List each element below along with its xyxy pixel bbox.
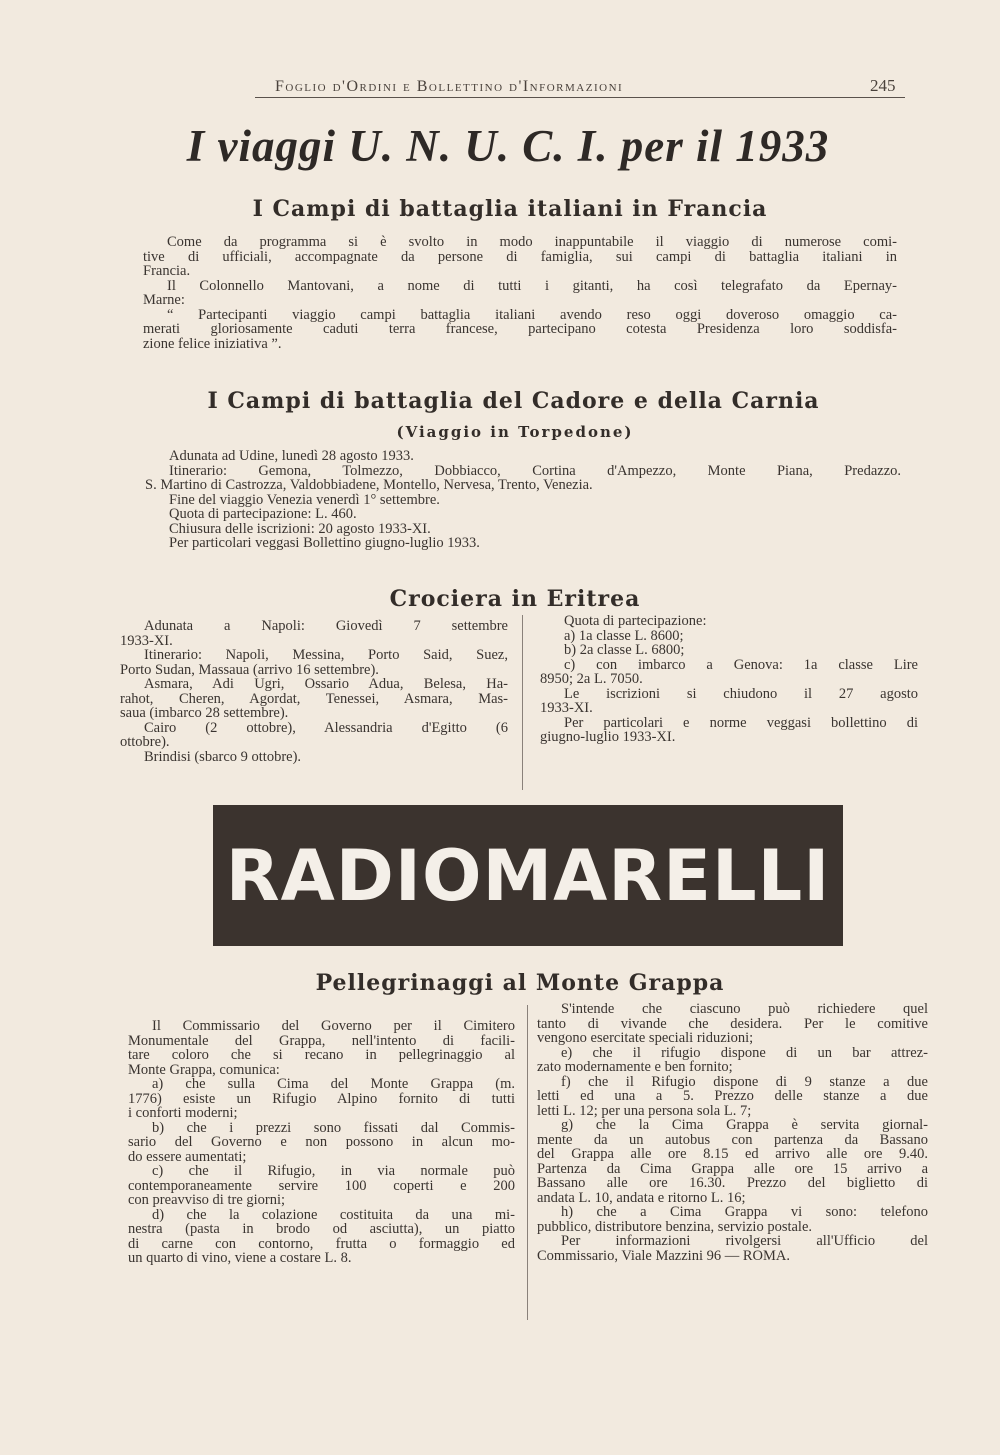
text-line: Per particolari e norme veggasi bollettino di xyxy=(564,714,918,731)
text-line: S'intende che ciascuno può richiedere quel xyxy=(561,1001,928,1017)
heading-grappa: Pellegrinaggi al Monte Grappa xyxy=(315,970,725,996)
text-line: Brindisi (sbarco 9 ottobre). xyxy=(144,748,302,765)
text-line: 8950; 2a L. 7050. xyxy=(540,671,643,687)
text-line: ottobre). xyxy=(120,734,170,750)
text-line: Monumentale del Grappa, nell'intento di facili- xyxy=(128,1032,515,1049)
text-line: merati gloriosamente caduti terra francese, partecipano cotesta Presidenza loro soddisfa- xyxy=(143,321,897,337)
cadore-body xyxy=(145,447,901,549)
column-divider xyxy=(527,1005,528,1320)
text-line: sario del Governo e non possono in alcun mo- xyxy=(128,1134,515,1150)
text-line: “ Partecipanti viaggio campi battaglia italiani avendo reso oggi doveroso omaggio ca- xyxy=(167,306,897,323)
text-line: zato modernamente e ben fornito; xyxy=(537,1059,733,1075)
subheading-cadore: (Viaggio in Torpedone) xyxy=(396,423,634,441)
text-line: S. Martino di Castrozza, Valdobbiadene, Montello, Nervesa, Trento, Venezia. xyxy=(145,477,593,493)
text-line: Cairo (2 ottobre), Alessandria d'Egitto (6 xyxy=(144,719,508,736)
text-line: del Grappa alle ore 8.15 ed arrivo alle ore 9.40. xyxy=(537,1146,928,1162)
text-line: a) che sulla Cima del Monte Grappa (m. xyxy=(152,1076,515,1092)
grappa-left-column xyxy=(128,1018,515,1265)
heading-eritrea: Crociera in Eritrea xyxy=(389,586,641,612)
text-line: c) che il Rifugio, in via normale può xyxy=(152,1163,515,1179)
text-line: Chiusura delle iscrizioni: 20 agosto 1933-XI. xyxy=(169,520,431,537)
text-line: Marne: xyxy=(143,292,185,308)
text-line: c) con imbarco a Genova: 1a classe Lire xyxy=(564,656,918,673)
text-line: andata L. 10, andata e ritorno L. 16; xyxy=(537,1189,746,1206)
text-line: contemporaneamente servire 100 coperti e 200 xyxy=(128,1177,515,1194)
text-line: Per particolari veggasi Bollettino giugno-luglio 1933. xyxy=(169,535,480,551)
text-line: Bassano alle ore 16.30. Prezzo del biglietto di xyxy=(537,1175,928,1191)
text-line: Fine del viaggio Venezia venerdì 1° settembre. xyxy=(169,491,440,508)
text-line: tanto di vivande che desidera. Per le comitive xyxy=(537,1015,928,1032)
text-line: un quarto di vino, viene a costare L. 8. xyxy=(128,1250,352,1266)
eritrea-right-column xyxy=(540,613,918,744)
text-line: con preavviso di tre giorni; xyxy=(128,1192,286,1208)
text-line: 1933-XI. xyxy=(540,700,593,716)
text-line: mente da un autobus con partenza da Bassano xyxy=(537,1131,928,1148)
text-line: Asmara, Adi Ugri, Ossario Adua, Belesa, Ha- xyxy=(144,676,508,692)
text-line: Commissario, Viale Mazzini 96 — ROMA. xyxy=(537,1247,790,1264)
text-line: Quota di partecipazione: L. 460. xyxy=(169,506,357,522)
francia-body xyxy=(143,233,897,352)
text-line: d) che la colazione costituita da una mi- xyxy=(152,1206,515,1223)
text-line: rahot, Cheren, Agordat, Tenessei, Asmara, Mas- xyxy=(120,690,508,707)
text-line: h) che a Cima Grappa vi sono: telefono xyxy=(561,1204,928,1220)
text-line: g) che la Cima Grappa è servita giornal- xyxy=(561,1117,928,1133)
running-title: Foglio d'Ordini e Bollettino d'Informazioni xyxy=(275,78,624,95)
text-line: tare coloro che si recano in pellegrinaggio al xyxy=(128,1047,515,1063)
text-line: Itinerario: Napoli, Messina, Porto Said, Suez, xyxy=(144,647,508,663)
text-line: Itinerario: Gemona, Tolmezzo, Dobbiacco, Cortina d'Ampezzo, Monte Piana, Predazzo. xyxy=(169,462,901,479)
text-line: b) 2a classe L. 6800; xyxy=(564,642,685,658)
text-line: vengono esercitate speciali riduzioni; xyxy=(537,1030,754,1046)
text-line: saua (imbarco 28 settembre). xyxy=(120,705,289,721)
text-line: e) che il rifugio dispone di un bar attrez- xyxy=(561,1044,928,1061)
text-line: Come da programma si è svolto in modo inappuntabile il viaggio di numerose comi- xyxy=(167,234,897,250)
text-line: zione felice iniziativa ”. xyxy=(143,335,282,352)
text-line: Il Commissario del Governo per il Cimitero xyxy=(152,1018,515,1034)
text-line: Il Colonnello Mantovani, a nome di tutti i gitanti, ha così telegrafato da Epernay- xyxy=(167,277,897,294)
page-number: 245 xyxy=(870,76,896,95)
text-line: Le iscrizioni si chiudono il 27 agosto xyxy=(564,685,918,702)
text-line: do essere aumentati; xyxy=(128,1148,247,1165)
text-line: b) che i prezzi sono fissati dal Commis- xyxy=(152,1119,515,1136)
text-line: 1933-XI. xyxy=(120,632,173,649)
text-line: Porto Sudan, Massaua (arrivo 16 settembre). xyxy=(120,661,379,678)
text-line: nestra (pasta in brodo od asciutta), un piatto xyxy=(128,1221,515,1237)
eritrea-left-column xyxy=(120,618,508,763)
text-line: pubblico, distributore benzina, servizio postale. xyxy=(537,1218,813,1235)
text-line: giugno-luglio 1933-XI. xyxy=(540,729,676,745)
column-divider xyxy=(522,615,523,790)
text-line: a) 1a classe L. 8600; xyxy=(564,627,684,644)
text-line: di carne con contorno, frutta o formaggio ed xyxy=(128,1235,515,1252)
header-rule xyxy=(255,97,905,98)
text-line: Partenza da Cima Grappa alle ore 15 arrivo a xyxy=(537,1160,928,1177)
text-line: Adunata a Napoli: Giovedì 7 settembre xyxy=(144,618,508,634)
text-line: letti L. 12; per una persona sola L. 7; xyxy=(537,1102,752,1119)
radiomarelli-advertisement xyxy=(213,805,843,946)
heading-francia: I Campi di battaglia italiani in Francia xyxy=(252,196,768,222)
grappa-right-column xyxy=(537,1000,928,1264)
text-line: Quota di partecipazione: xyxy=(564,613,707,629)
text-line: letti ed una a 5. Prezzo delle stanze a due xyxy=(537,1088,928,1104)
text-line: 1776) esiste un Rifugio Alpino fornito di tutti xyxy=(128,1090,515,1107)
text-line: Monte Grappa, comunica: xyxy=(128,1061,280,1078)
text-line: tive di ufficiali, accompagnate da persone di famiglia, sui campi di battaglia italiani in xyxy=(143,248,897,265)
text-line: Per informazioni rivolgersi all'Ufficio del xyxy=(561,1233,928,1249)
text-line: Adunata ad Udine, lunedì 28 agosto 1933. xyxy=(169,448,414,464)
ad-brand: RADIOMARELLI xyxy=(225,834,831,917)
heading-cadore: I Campi di battaglia del Cadore e della Carnia xyxy=(207,388,820,414)
page-title: I viaggi U. N. U. C. I. per il 1933 xyxy=(186,121,830,171)
text-line: f) che il Rifugio dispone di 9 stanze a due xyxy=(561,1073,928,1090)
text-line: i conforti moderni; xyxy=(128,1105,238,1121)
text-line: Francia. xyxy=(143,263,191,279)
